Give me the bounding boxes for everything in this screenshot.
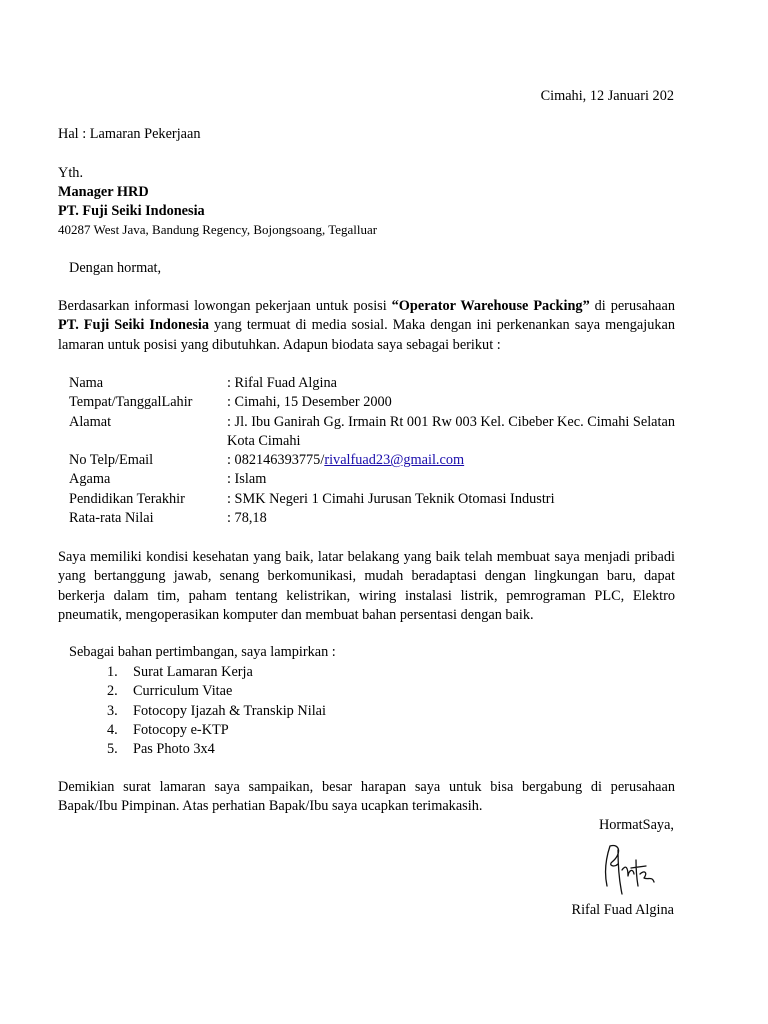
list-text: Surat Lamaran Kerja bbox=[133, 664, 253, 680]
biodata-label: No Telp/Email bbox=[69, 452, 154, 469]
attachments-intro: Sebagai bahan pertimbangan, saya lampirkan : bbox=[69, 644, 336, 660]
biodata-row bbox=[69, 470, 675, 489]
biodata-row bbox=[69, 490, 675, 509]
biodata-value: : SMK Negeri 1 Cimahi Jurusan Teknik Otomasi Industri bbox=[227, 490, 555, 507]
place-date: Cimahi, 12 Januari 202 bbox=[540, 88, 674, 104]
biodata-label: Pendidikan Terakhir bbox=[69, 490, 185, 507]
biodata-value: : Jl. Ibu Ganirah Gg. Irmain Rt 001 Rw 003 Kel. Cibeber Kec. Cimahi Selatan Kota Cimahi bbox=[227, 413, 675, 449]
biodata-value: : Rifal Fuad Algina bbox=[227, 375, 337, 391]
list-number: 4. bbox=[107, 721, 118, 738]
list-item bbox=[107, 721, 326, 740]
recipient-company: PT. Fuji Seiki Indonesia bbox=[58, 203, 205, 219]
intro-text-2: di perusahaan bbox=[589, 298, 675, 314]
biodata-label: Nama bbox=[69, 375, 104, 391]
list-text: Fotocopy Ijazah & Transkip Nilai bbox=[133, 702, 326, 719]
biodata-label: Rata-rata Nilai bbox=[69, 510, 154, 527]
biodata-row bbox=[69, 451, 675, 470]
biodata-row bbox=[69, 509, 675, 528]
biodata-label: Agama bbox=[69, 471, 111, 488]
biodata-label: Alamat bbox=[69, 413, 112, 430]
recipient-salutation: Yth. bbox=[58, 165, 84, 181]
biodata-label: Tempat/TanggalLahir bbox=[69, 394, 193, 411]
intro-position: “Operator Warehouse Packing” bbox=[391, 298, 590, 314]
intro-company: PT. Fuji Seiki Indonesia bbox=[58, 317, 210, 334]
subject-line: Hal : Lamaran Pekerjaan bbox=[58, 126, 201, 142]
biodata-row bbox=[69, 413, 675, 452]
intro-paragraph bbox=[58, 297, 675, 355]
list-number: 3. bbox=[107, 702, 118, 719]
biodata-table bbox=[69, 374, 675, 528]
list-item bbox=[107, 663, 326, 682]
intro-text-3: yang termuat di media sosial. Maka dengan ini perkenankan saya mengajukan lamaran untuk posisi yang dibutuhkan. Adapun biodata saya sebagai berikut : bbox=[58, 317, 675, 353]
signer-name: Rifal Fuad Algina bbox=[571, 902, 674, 918]
recipient-address: 40287 West Java, Bandung Regency, Bojongsoang, Tegalluar bbox=[58, 222, 378, 237]
attachments-list bbox=[107, 663, 326, 759]
list-text: Fotocopy e-KTP bbox=[133, 721, 229, 738]
qualifications-paragraph: Saya memiliki kondisi kesehatan yang baik, latar belakang yang baik telah membuat saya menjadi pribadi yang bertanggung jawab, senang berkomunikasi, mudah beradaptasi dengan lingkungan baru, dapat berkerja dalam tim, paham tentang kelistrikan, wiring instalasi listrik, pemrograman PLC, Elektro pneumatik, mengoperasikan komputer dan membuat bahan persentasi dengan baik. bbox=[58, 549, 675, 623]
signature-image bbox=[598, 840, 660, 898]
biodata-value: : 78,18 bbox=[227, 510, 267, 527]
phone-number: : 082146393775/ bbox=[227, 452, 325, 469]
biodata-row bbox=[69, 374, 675, 393]
list-item bbox=[107, 740, 326, 759]
biodata-value: : Cimahi, 15 Desember 2000 bbox=[227, 394, 392, 411]
list-item bbox=[107, 702, 326, 721]
list-text: Curriculum Vitae bbox=[133, 683, 233, 700]
list-number: 5. bbox=[107, 741, 118, 758]
regards-text: HormatSaya, bbox=[598, 817, 674, 833]
greeting: Dengan hormat, bbox=[69, 260, 162, 276]
recipient-title: Manager HRD bbox=[58, 184, 149, 200]
list-text: Pas Photo 3x4 bbox=[133, 741, 215, 758]
intro-text-1: Berdasarkan informasi lowongan pekerjaan untuk posisi bbox=[58, 298, 392, 314]
biodata-value bbox=[227, 451, 675, 470]
email-link[interactable]: rivalfuad23@gmail.com bbox=[324, 452, 465, 469]
biodata-value: : Islam bbox=[227, 471, 267, 488]
biodata-row bbox=[69, 393, 675, 412]
list-number: 2. bbox=[107, 683, 118, 700]
list-number: 1. bbox=[107, 664, 118, 680]
list-item bbox=[107, 682, 326, 701]
closing-paragraph: Demikian surat lamaran saya sampaikan, besar harapan saya untuk bisa bergabung di perusahaan Bapak/Ibu Pimpinan. Atas perhatian Bapak/Ibu saya ucapkan terimakasih. bbox=[58, 779, 675, 815]
